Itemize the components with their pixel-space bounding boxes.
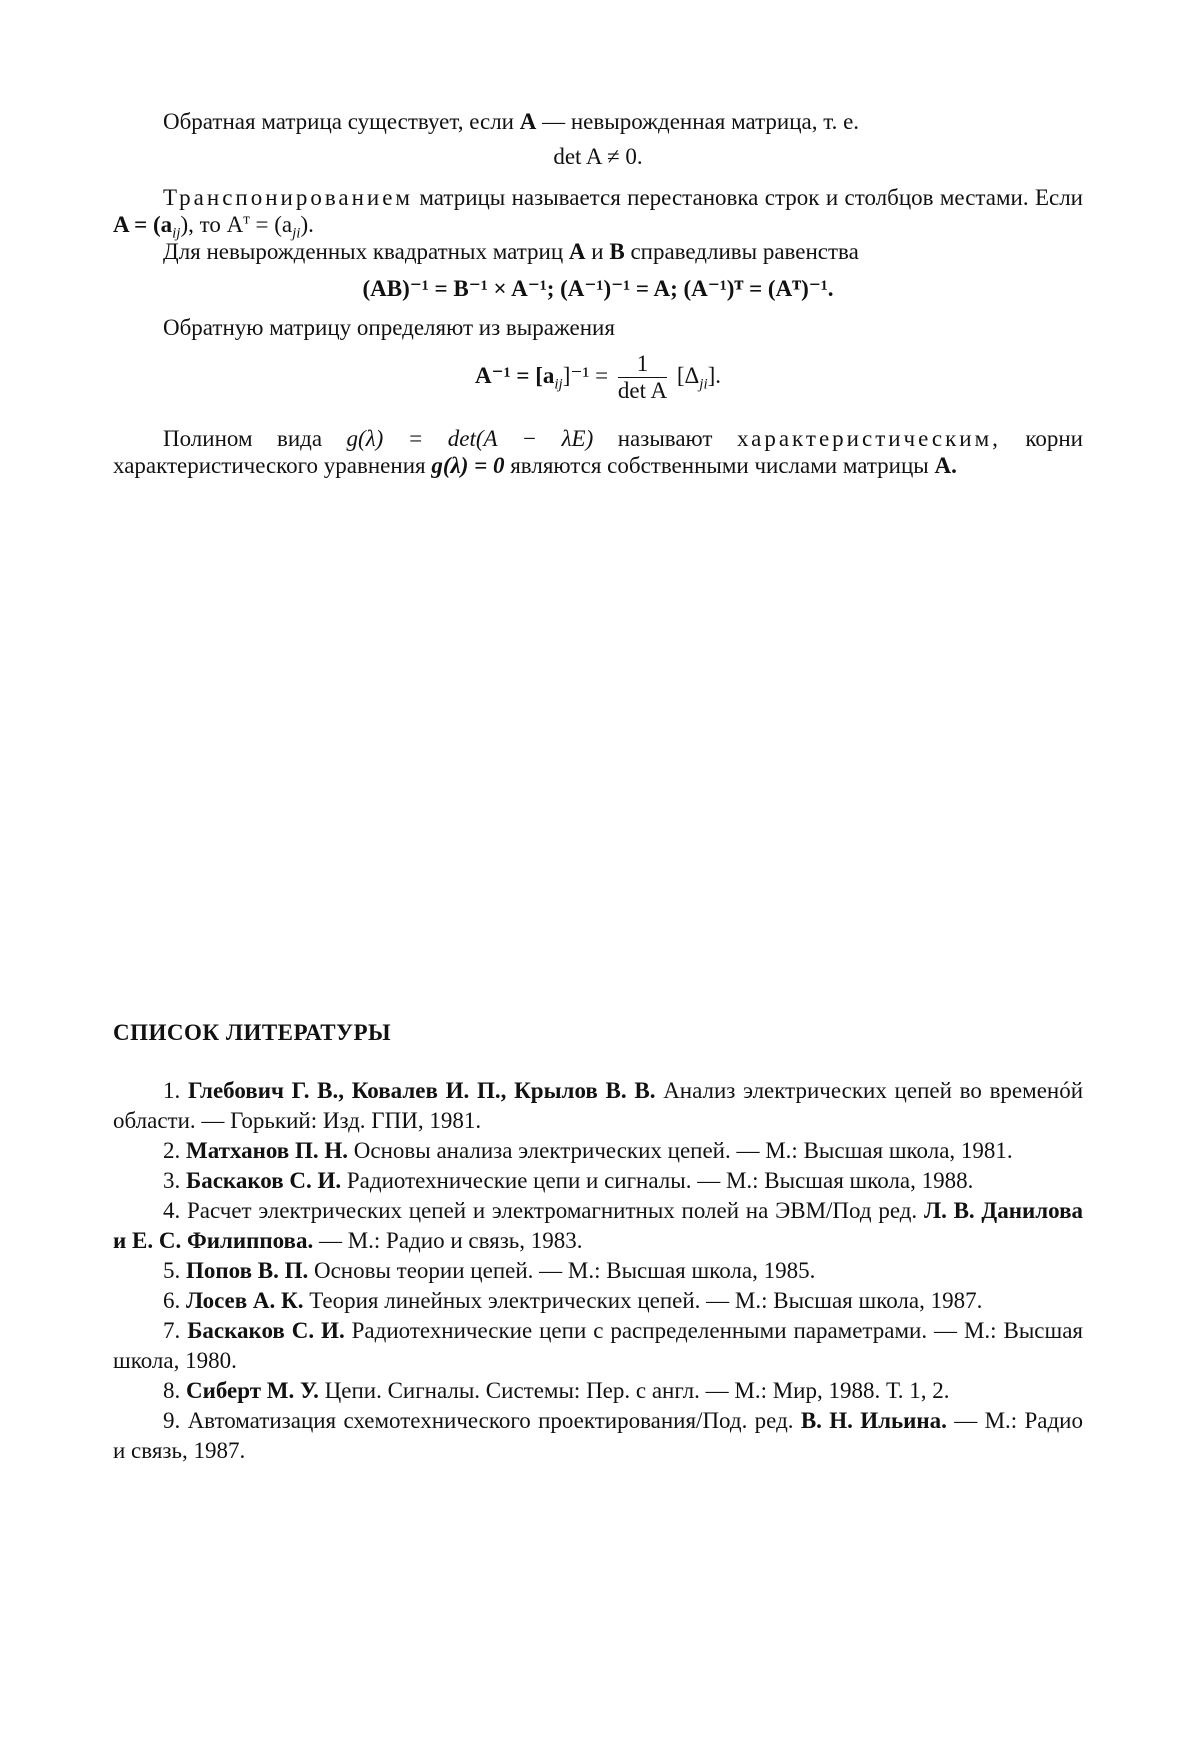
reference-text: Анализ электрических цепей во временóй области. — Горький: Изд. ГПИ, 1981. — [113, 1078, 1084, 1133]
formula-inline: g(λ) = det(A − λE) — [346, 426, 594, 451]
paragraph-nonsingular — [113, 238, 1083, 265]
paragraph-characteristic-polynomial — [113, 425, 1083, 479]
reference-text: Радиотехнические цепи с распределенными параметрами. — М.: Высшая школа, 1980. — [113, 1318, 1083, 1373]
formula-part: [Δ — [676, 362, 700, 388]
paragraph-transposition — [113, 184, 1083, 242]
formula-det-nonzero: det A ≠ 0. — [553, 144, 643, 169]
matrix-symbol: B — [609, 239, 625, 264]
formula-inverse-properties: (AB)⁻¹ = B⁻¹ × A⁻¹; (A⁻¹)⁻¹ = A; (A⁻¹)ᵀ = (Aᵀ)⁻¹. — [362, 276, 834, 301]
reference-n: 5. — [163, 1258, 181, 1283]
reference-text: Основы анализа электрических цепей. — М.: Высшая школа, 1981. — [348, 1138, 1013, 1163]
fraction-denominator: det A — [617, 378, 668, 403]
matrix-section — [113, 108, 1083, 479]
term-emphasis: характеристическим, — [736, 426, 1001, 451]
reference-authors: Лосев А. К. — [186, 1288, 304, 1313]
reference-item — [113, 1406, 1083, 1466]
formula-part: A⁻¹ = [a — [474, 362, 555, 388]
reference-authors: Матханов П. Н. — [186, 1138, 348, 1163]
matrix-symbol: A. — [934, 453, 957, 478]
reference-text: Цепи. Сигналы. Системы: Пер. с англ. — М.: Мир, 1988. Т. 1, 2. — [318, 1378, 950, 1403]
reference-n: 9. — [163, 1408, 181, 1433]
text-span: корни характеристического уравнения — [113, 426, 1083, 478]
reference-authors: Баскаков С. И. — [186, 1168, 342, 1193]
bibliography-section — [113, 1020, 1083, 1466]
text-span: Полином вида — [163, 426, 347, 451]
reference-authors: Л. В. Данилова и Е. С. Филиппова. — [113, 1198, 1083, 1253]
text-span: — невырожденная матрица, т. е. — [536, 109, 860, 134]
matrix-symbol: A — [568, 239, 586, 264]
fraction-numerator: 1 — [618, 351, 667, 378]
reference-item — [113, 1256, 1083, 1286]
reference-n: 3. — [163, 1168, 181, 1193]
reference-authors: В. Н. Ильина. — [800, 1408, 947, 1433]
paragraph-inverse-definition: Обратную матрицу определяют из выражения — [163, 315, 615, 340]
formula-inline: ), то A — [180, 212, 244, 237]
reference-n: 1. — [163, 1078, 181, 1103]
subscript: ji — [292, 225, 301, 242]
superscript: т — [243, 211, 250, 228]
formula-part: ]. — [707, 362, 722, 388]
text-span: называют — [593, 426, 737, 451]
reference-text: — М.: Радио и связь, 1987. — [113, 1408, 1083, 1463]
reference-n: 7. — [163, 1318, 181, 1343]
formula-inline: = (a — [249, 212, 293, 237]
reference-text: Основы теории цепей. — М.: Высшая школа, 1985. — [308, 1258, 816, 1283]
reference-item — [113, 1076, 1083, 1136]
text-span: Для невырожденных квадратных матриц — [163, 239, 564, 264]
subscript: ij — [172, 225, 181, 242]
reference-item — [113, 1316, 1083, 1376]
text-span: Обратная матрица существует, если — [163, 109, 514, 134]
formula-inverse-matrix — [113, 351, 1083, 411]
text-span: справедливы равенства — [624, 239, 859, 264]
reference-item — [113, 1286, 1083, 1316]
text-span: и — [585, 239, 610, 264]
reference-n: 8. — [163, 1378, 181, 1403]
reference-authors: Попов В. П. — [186, 1258, 309, 1283]
text-span: являются собственными числами матрицы — [504, 453, 935, 478]
reference-item — [113, 1166, 1083, 1196]
subscript: ji — [699, 376, 708, 393]
reference-item — [113, 1376, 1083, 1406]
reference-authors: Сиберт М. У. — [186, 1378, 319, 1403]
fraction — [618, 351, 667, 404]
reference-n: 2. — [163, 1138, 181, 1163]
reference-item — [113, 1136, 1083, 1166]
subscript: ij — [554, 376, 563, 393]
reference-n: 4. — [163, 1198, 181, 1223]
formula-inline: A = (a — [113, 212, 173, 237]
reference-text: Теория линейных электрических цепей. — М.: Высшая школа, 1987. — [303, 1288, 983, 1313]
reference-n: 6. — [163, 1288, 181, 1313]
reference-text: Радиотехнические цепи и сигналы. — М.: Высшая школа, 1988. — [341, 1168, 974, 1193]
formula-inline: g(λ) = 0 — [431, 453, 505, 478]
bibliography-heading: СПИСОК ЛИТЕРАТУРЫ — [113, 1020, 392, 1045]
term-emphasis: Транспонированием — [163, 185, 413, 210]
matrix-symbol: A — [519, 109, 537, 134]
paragraph-inverse-exists — [113, 108, 1083, 135]
formula-part: ]⁻¹ = — [562, 362, 609, 388]
reference-pre: Расчет электрических цепей и электромагнитных полей на ЭВМ/Под ред. — [180, 1198, 924, 1223]
reference-authors: Глебович Г. В., Ковалев И. П., Крылов В. В. — [188, 1078, 656, 1103]
text-span: матрицы называется перестановка строк и столбцов местами. Если — [412, 185, 1083, 210]
formula-inline: ). — [300, 212, 314, 237]
reference-item — [113, 1196, 1083, 1256]
reference-authors: Баскаков С. И. — [187, 1318, 345, 1343]
reference-list — [113, 1076, 1083, 1466]
reference-pre: Автоматизация схемотехнического проектирования/Под. ред. — [180, 1408, 801, 1433]
reference-text: — М.: Радио и связь, 1983. — [313, 1228, 583, 1253]
